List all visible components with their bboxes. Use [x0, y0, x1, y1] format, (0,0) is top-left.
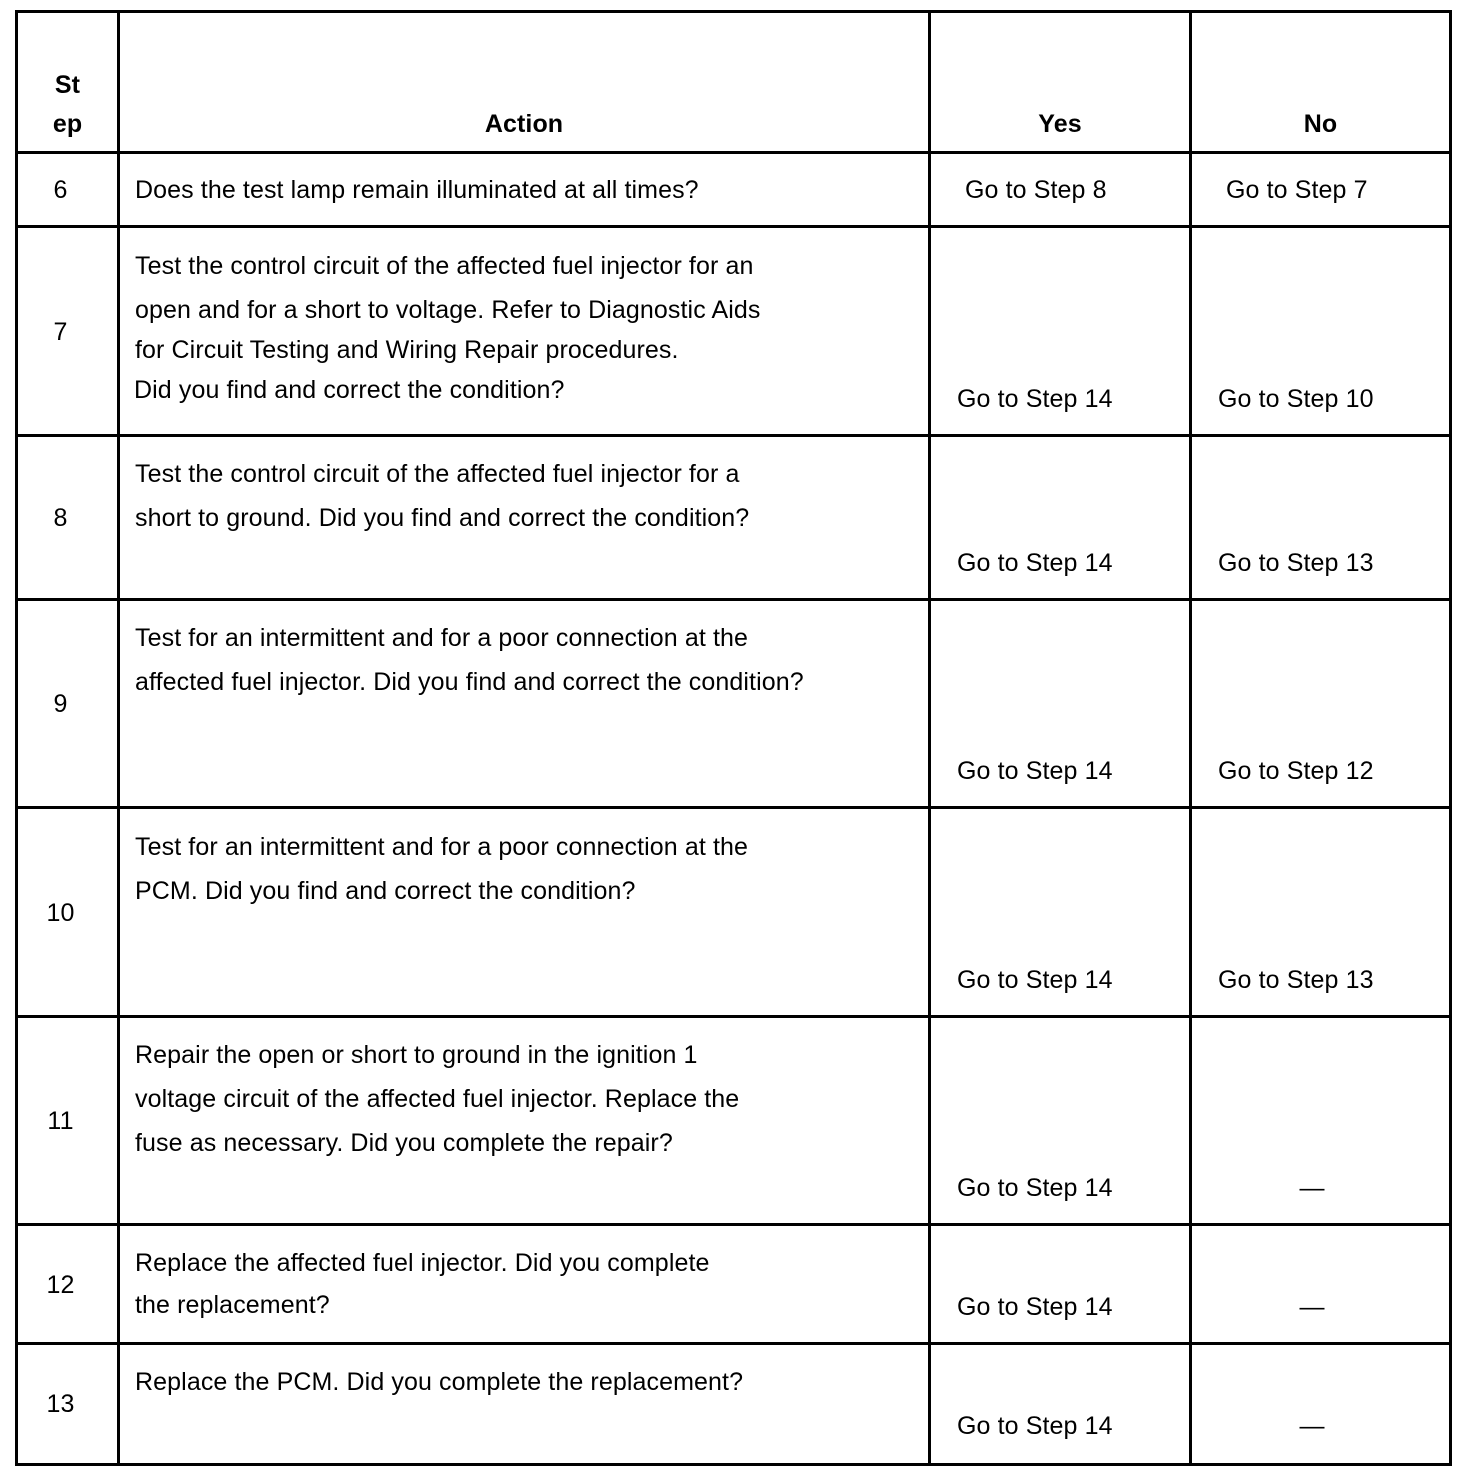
column-divider-action: [928, 10, 931, 1466]
step-number: 12: [46, 1271, 75, 1299]
step-number: 11: [47, 1107, 74, 1135]
column-divider-step: [117, 10, 120, 1466]
yes-result: Go to Step 14: [957, 1293, 1113, 1321]
action-text: Did you find and correct the condition?: [134, 376, 565, 404]
row-divider: [15, 598, 1452, 601]
no-result: Go to Step 13: [1218, 549, 1374, 577]
header-yes: Yes: [1038, 110, 1082, 138]
action-text: Test the control circuit of the affected fuel injector for an: [135, 252, 754, 280]
action-text: affected fuel injector. Did you find and correct the condition?: [135, 668, 804, 696]
header-no: No: [1303, 110, 1338, 138]
action-text: fuse as necessary. Did you complete the repair?: [135, 1129, 673, 1157]
yes-result: Go to Step 14: [957, 966, 1113, 994]
row-divider: [15, 225, 1452, 228]
yes-result: Go to Step 14: [957, 1412, 1113, 1440]
action-text: voltage circuit of the affected fuel injector. Replace the: [135, 1085, 740, 1113]
row-divider: [15, 1223, 1452, 1226]
no-result: Go to Step 10: [1218, 385, 1374, 413]
yes-result: Go to Step 14: [957, 385, 1113, 413]
yes-result: Go to Step 14: [957, 1174, 1113, 1202]
action-text: Test for an intermittent and for a poor connection at the: [135, 624, 748, 652]
step-number: 13: [46, 1390, 75, 1418]
table-border-right: [1449, 10, 1452, 1466]
step-number: 6: [53, 176, 68, 204]
table-border-top: [15, 10, 1452, 13]
yes-result: Go to Step 8: [965, 176, 1107, 204]
row-divider: [15, 1015, 1452, 1018]
yes-result: Go to Step 14: [957, 549, 1113, 577]
action-text: Does the test lamp remain illuminated at all times?: [135, 176, 699, 204]
row-divider: [15, 434, 1452, 437]
no-result-dash: —: [1299, 1174, 1325, 1202]
no-result: Go to Step 13: [1218, 966, 1374, 994]
action-text: the replacement?: [135, 1291, 330, 1319]
no-result-dash: —: [1299, 1412, 1325, 1440]
header-step-line1: St: [54, 71, 81, 99]
action-text: Repair the open or short to ground in the ignition 1: [135, 1041, 698, 1069]
table-border-left: [15, 10, 18, 1466]
step-number: 10: [46, 899, 75, 927]
action-text: Replace the affected fuel injector. Did you complete: [135, 1249, 710, 1277]
action-text: for Circuit Testing and Wiring Repair procedures.: [135, 336, 679, 364]
no-result: Go to Step 7: [1226, 176, 1368, 204]
action-text: PCM. Did you find and correct the condition?: [135, 877, 636, 905]
column-divider-yes: [1189, 10, 1192, 1466]
row-divider: [15, 151, 1452, 154]
table-border-bottom: [15, 1463, 1452, 1466]
action-text: short to ground. Did you find and correct the condition?: [135, 504, 750, 532]
header-action: Action: [484, 110, 564, 138]
step-number: 7: [53, 318, 68, 346]
no-result-dash: —: [1299, 1293, 1325, 1321]
action-text: Replace the PCM. Did you complete the replacement?: [135, 1368, 744, 1396]
action-text: Test for an intermittent and for a poor connection at the: [135, 833, 748, 861]
step-number: 9: [53, 690, 68, 718]
action-text: open and for a short to voltage. Refer to Diagnostic Aids: [135, 296, 761, 324]
row-divider: [15, 1342, 1452, 1345]
no-result: Go to Step 12: [1218, 757, 1374, 785]
step-number: 8: [53, 504, 68, 532]
action-text: Test the control circuit of the affected fuel injector for a: [135, 460, 740, 488]
header-step-line2: ep: [52, 110, 83, 138]
row-divider: [15, 806, 1452, 809]
yes-result: Go to Step 14: [957, 757, 1113, 785]
